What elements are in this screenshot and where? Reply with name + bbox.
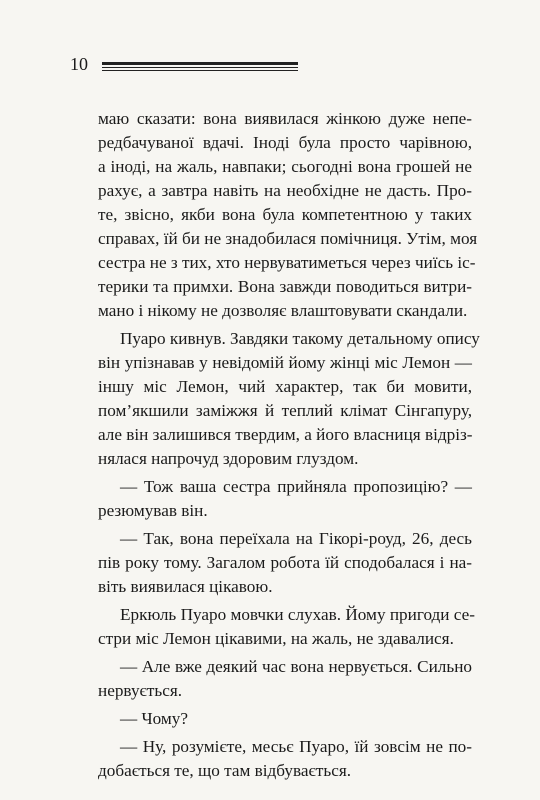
header-rule: [102, 70, 298, 71]
text-line: — Так, вона переїхала на Гікорі-роуд, 26, десь: [120, 529, 472, 548]
text-line: сестра не з тих, хто нервуватиметься через чиїсь іс-: [98, 253, 476, 272]
text-line: — Чому?: [120, 709, 189, 728]
text-line: терики та примхи. Вона завжди поводиться витри-: [98, 277, 472, 296]
text-line: те, звісно, якби вона була компетентною у таких: [98, 205, 472, 224]
text-line: нялася напрочуд здоровим глуздом.: [98, 449, 359, 468]
text-line: мано і нікому не дозволяє влаштовувати скандали.: [98, 301, 468, 320]
text-line: іншу міс Лемон, чий характер, так би мовити,: [98, 377, 472, 396]
paragraph: [98, 527, 472, 599]
paragraph: [98, 327, 480, 471]
text-line: а іноді, на жаль, навпаки; сьогодні вона грошей не: [98, 157, 472, 176]
paragraph: [98, 655, 472, 703]
text-line: маю сказати: вона виявилася жінкою дуже непе-: [98, 109, 472, 128]
text-line: пом’якшили заміжжя й теплий клімат Сінгапуру,: [98, 401, 472, 420]
text-line: нервується.: [98, 681, 183, 700]
page-number: 10: [70, 54, 88, 74]
text-line: редбачуваної вдачі. Іноді була просто чарівною,: [98, 133, 472, 152]
header-rule: [102, 62, 298, 65]
text-line: справах, їй би не знадобилася помічниця. Утім, моя: [98, 229, 478, 248]
body-text: [98, 107, 480, 787]
text-line: — Але вже деякий час вона нервується. Сильно: [120, 657, 472, 676]
text-line: рахує, а завтра навіть на необхідне не дасть. Про-: [98, 181, 472, 200]
text-line: але він залишився твердим, а його власниця відріз-: [98, 425, 473, 444]
header-rule: [102, 67, 298, 68]
text-line: резюмував він.: [98, 501, 208, 520]
paragraph: [98, 107, 478, 323]
text-line: пів року тому. Загалом робота їй сподобалася і на-: [98, 553, 472, 572]
text-line: — Тож ваша сестра прийняла пропозицію? —: [120, 477, 472, 496]
text-line: добається те, що там відбувається.: [98, 761, 352, 780]
text-line: — Ну, розумієте, месьє Пуаро, їй зовсім не по-: [120, 737, 472, 756]
text-line: стри міс Лемон цікавими, на жаль, не здавалися.: [98, 629, 454, 648]
paragraph: [98, 475, 472, 523]
paragraph: [98, 603, 475, 651]
page-header: [70, 52, 302, 78]
text-line: він упізнавав у невідомій йому жінці міс Лемон —: [98, 353, 472, 372]
paragraph: [98, 707, 472, 731]
text-line: Пуаро кивнув. Завдяки такому детальному опису: [120, 329, 480, 348]
text-line: віть виявилася цікавою.: [98, 577, 273, 596]
text-line: Еркюль Пуаро мовчки слухав. Йому пригоди се-: [120, 605, 475, 624]
paragraph: [98, 735, 472, 783]
